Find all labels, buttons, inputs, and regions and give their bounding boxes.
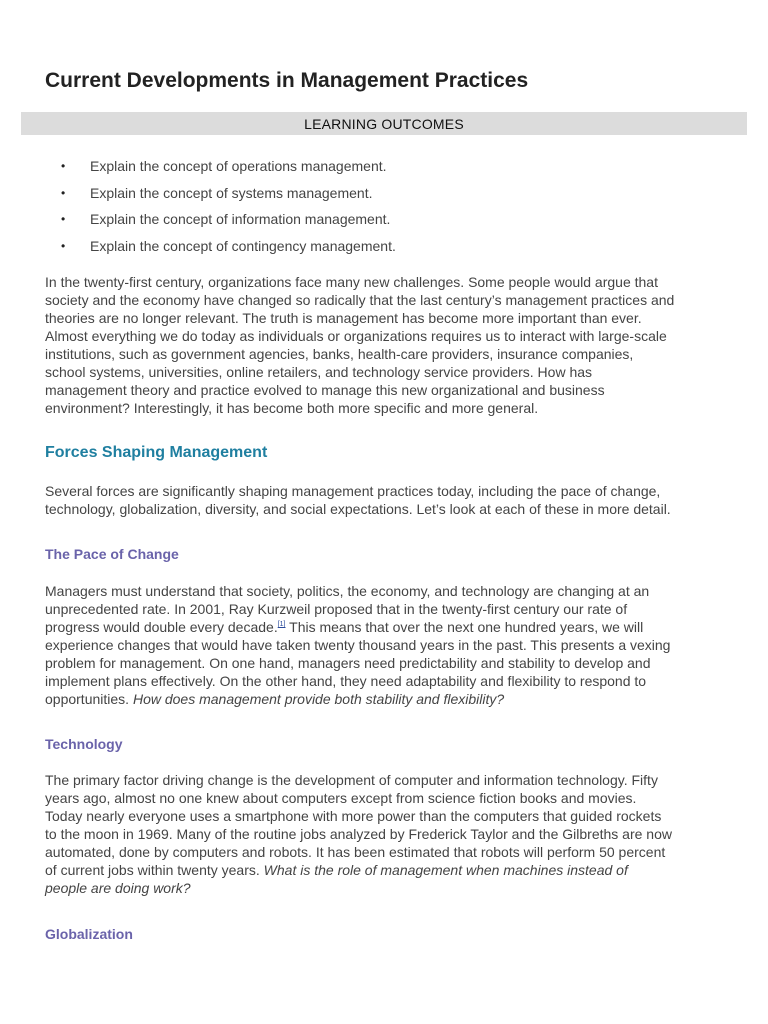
paragraph-line: environment? Interestingly, it has become both more specific and more general. <box>45 400 539 416</box>
bullet-icon: • <box>61 159 66 173</box>
paragraph-line: institutions, such as government agencies, banks, health-care providers, insurance companies, <box>45 346 634 362</box>
subsection-heading-technology: Technology <box>45 736 123 752</box>
paragraph-line: technology, globalization, diversity, and social expectations. Let’s look at each of these in more detail. <box>45 501 671 517</box>
paragraph-text: progress would double every decade. <box>45 619 278 635</box>
paragraph-text: opportunities. <box>45 691 133 707</box>
subsection-heading-globalization: Globalization <box>45 926 133 942</box>
paragraph-line: society and the economy have changed so radically that the last century’s management practices and <box>45 292 675 308</box>
learning-outcomes-heading: LEARNING OUTCOMES <box>21 112 747 135</box>
footnote-link[interactable]: [1] <box>277 621 286 628</box>
paragraph-line: management theory and practice evolved to manage this new organizational and business <box>45 382 605 398</box>
paragraph-line: years ago, almost no one knew about computers except from science fiction books and movies. <box>45 790 637 806</box>
paragraph-text: of current jobs within twenty years. <box>45 862 264 878</box>
learning-outcome-text: Explain the concept of systems management. <box>90 184 373 201</box>
learning-outcome-text: Explain the concept of operations management. <box>90 158 387 174</box>
intro-paragraph <box>45 273 674 417</box>
bullet-icon: • <box>61 212 66 226</box>
pace-paragraph <box>45 582 670 708</box>
paragraph-line <box>45 879 672 897</box>
page-title: Current Developments in Management Practices <box>45 69 529 92</box>
paragraph-text: This means that over the next one hundred years, we will <box>285 619 644 635</box>
italic-question: people are doing work? <box>45 880 191 896</box>
paragraph-line: The primary factor driving change is the development of computer and information technology. Fifty <box>45 772 658 788</box>
paragraph-line: Several forces are significantly shaping management practices today, including the pace of change, <box>45 483 661 499</box>
paragraph-line <box>45 861 672 879</box>
paragraph-line <box>45 618 670 636</box>
paragraph-line: implement plans effectively. On the other hand, they need adaptability and flexibility to respond to <box>45 673 647 689</box>
bullet-icon: • <box>61 185 66 200</box>
bullet-icon: • <box>61 238 66 253</box>
paragraph-line: In the twenty-first century, organizations face many new challenges. Some people would argue that <box>45 274 658 290</box>
paragraph-line: experience changes that would have taken twenty thousand years in the past. This presents a vexing <box>45 637 671 653</box>
subsection-heading-pace-of-change: The Pace of Change <box>45 546 179 562</box>
forces-paragraph <box>45 482 671 518</box>
paragraph-line: problem for management. On one hand, managers need predictability and stability to develop and <box>45 655 651 671</box>
paragraph-line: unprecedented rate. In 2001, Ray Kurzweil proposed that in the twenty-first century our rate of <box>45 601 628 617</box>
section-heading-forces: Forces Shaping Management <box>45 444 268 461</box>
italic-question: What is the role of management when machines instead of <box>263 862 628 878</box>
paragraph-line: theories are no longer relevant. The truth is management has become more important than ever. <box>45 310 642 326</box>
paragraph-line: to the moon in 1969. Many of the routine jobs analyzed by Frederick Taylor and the Gilbreths are now <box>45 826 672 842</box>
paragraph-line: Managers must understand that society, politics, the economy, and technology are changing at an <box>45 583 650 599</box>
italic-question: How does management provide both stability and flexibility? <box>132 691 505 707</box>
paragraph-line: automated, done by computers and robots. It has been estimated that robots will perform 50 percent <box>45 844 666 860</box>
learning-outcome-text: Explain the concept of contingency management. <box>90 237 396 254</box>
paragraph-line: Almost everything we do today as individuals or organizations requires us to interact with large-scale <box>45 328 667 344</box>
technology-paragraph <box>45 771 672 897</box>
paragraph-line <box>45 690 670 708</box>
paragraph-line: school systems, universities, online retailers, and technology service providers. How has <box>45 364 593 380</box>
paragraph-line: Today nearly everyone uses a smartphone with more power than the computers that guided rockets <box>45 808 662 824</box>
learning-outcome-text: Explain the concept of information management. <box>90 211 391 227</box>
